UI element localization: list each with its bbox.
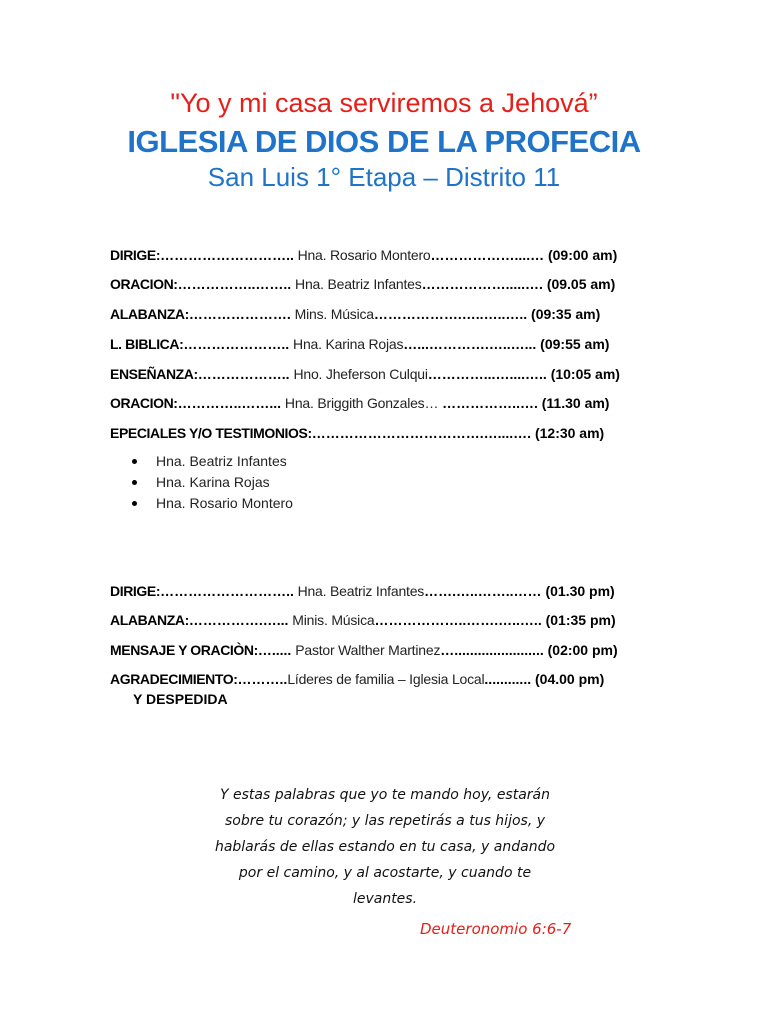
verse-line: levantes.	[352, 891, 418, 907]
row-dots: ………………….	[188, 306, 295, 322]
row-person: Hna. Rosario Montero	[293, 247, 431, 263]
church-name: IGLESIA DE DIOS DE LA PROFECIA	[127, 124, 641, 159]
verse-line: hablarás de ellas estando en tu casa, y andando	[214, 839, 556, 855]
row-person: Hno. Jheferson Culqui	[293, 366, 428, 382]
row-dots: ………………………..	[160, 583, 294, 599]
row-person: Pastor Walther Martinez	[295, 642, 441, 658]
verse-reference: Deuteronomio 6:6-7	[420, 920, 572, 938]
header-quote: "Yo y mi casa serviremos a Jehová”	[170, 88, 598, 118]
row-dots: …….…..……..……	[424, 583, 546, 599]
row-time: (01:35 pm)	[545, 612, 616, 628]
row-label: ENSEÑANZA:	[110, 366, 198, 382]
list-item: Hna. Rosario Montero	[130, 493, 293, 514]
verse-line: Y estas palabras que yo te mando hoy, estarán	[219, 787, 550, 803]
row-dots: ………………....…	[430, 247, 548, 263]
row-time: (12:30 am)	[534, 425, 605, 441]
row-label: MENSAJE Y ORACIÒN:	[110, 642, 258, 658]
row-person: Líderes de familia – Iglesia Local	[287, 671, 485, 687]
verse-line: sobre tu corazón; y las repetirás a tus hijos, y	[224, 813, 546, 829]
row-dots: …………….…...	[188, 612, 293, 628]
program-row	[110, 392, 670, 414]
row-person: Hna. Beatriz Infantes	[293, 583, 425, 599]
row-time: (10:05 am)	[550, 366, 620, 382]
row-label: ORACION:	[110, 395, 178, 411]
row-label: DIRIGE:	[110, 247, 161, 263]
row-dots: …………………..	[183, 336, 294, 352]
row-label: ORACION:	[110, 276, 178, 292]
program-row	[110, 668, 670, 690]
row-dots: ……………..….	[438, 395, 542, 411]
row-dots: ............	[484, 671, 535, 687]
list-item: Hna. Beatriz Infantes	[130, 451, 293, 472]
row-person: Hna. Beatriz Infantes	[295, 276, 422, 292]
row-time: (09.05 am)	[546, 276, 616, 292]
row-label: ALABANZA:	[110, 306, 189, 322]
program-row	[110, 273, 670, 295]
row-label: AGRADECIMIENTO:	[110, 671, 238, 687]
row-time: (01.30 pm)	[545, 583, 615, 599]
testimonies-list	[130, 451, 293, 514]
row-time: (09:35 am)	[531, 306, 601, 322]
program-row	[110, 609, 670, 631]
row-time: (09:55 am)	[540, 336, 610, 352]
row-dots: ……………………………….…....….	[311, 425, 535, 441]
church-location: San Luis 1° Etapa – Distrito 11	[207, 162, 561, 192]
row-time: (11.30 am)	[541, 395, 610, 411]
verse-line: por el camino, y al acostarte, y cuando te	[238, 865, 532, 881]
row-dots: ……………….…..…..…..	[373, 306, 532, 322]
farewell-label: Y DESPEDIDA	[133, 691, 228, 707]
program-row	[110, 422, 670, 444]
row-dots: …………..……...	[177, 395, 285, 411]
row-person: Hna. Karina Rojas	[293, 336, 404, 352]
row-dots: …………...…....…..	[427, 366, 551, 382]
row-person: Minis. Música	[292, 612, 375, 628]
row-dots: ….....	[257, 642, 296, 658]
row-dots: ………………..…….…..…..	[374, 612, 546, 628]
program-row	[110, 363, 670, 385]
row-dots: ……………….....….	[421, 276, 547, 292]
list-item: Hna. Karina Rojas	[130, 472, 293, 493]
bible-verse	[175, 782, 595, 912]
row-time: (04.00 pm)	[535, 671, 605, 687]
row-label: EPECIALES Y/O TESTIMONIOS:	[110, 425, 312, 441]
row-time: (09:00 am)	[547, 247, 618, 263]
program-row	[110, 303, 670, 325]
row-dots: …...………….…..…...	[403, 336, 541, 352]
row-label: ALABANZA:	[110, 612, 189, 628]
row-dots: ………………………..	[160, 247, 294, 263]
row-dots: ………………..	[197, 366, 294, 382]
program-row	[110, 639, 670, 661]
program-row	[110, 580, 670, 602]
row-person: Mins. Música	[294, 306, 374, 322]
row-label: L. BIBLICA:	[110, 336, 184, 352]
row-time: (02:00 pm)	[547, 642, 618, 658]
row-person: Hna. Briggith Gonzales…	[284, 395, 439, 411]
row-label: DIRIGE:	[110, 583, 161, 599]
program-row	[110, 244, 670, 266]
program-row	[110, 333, 670, 355]
row-dots: ………..	[237, 671, 288, 687]
row-dots: ….......................	[440, 642, 548, 658]
row-dots: ……………..……..	[177, 276, 296, 292]
